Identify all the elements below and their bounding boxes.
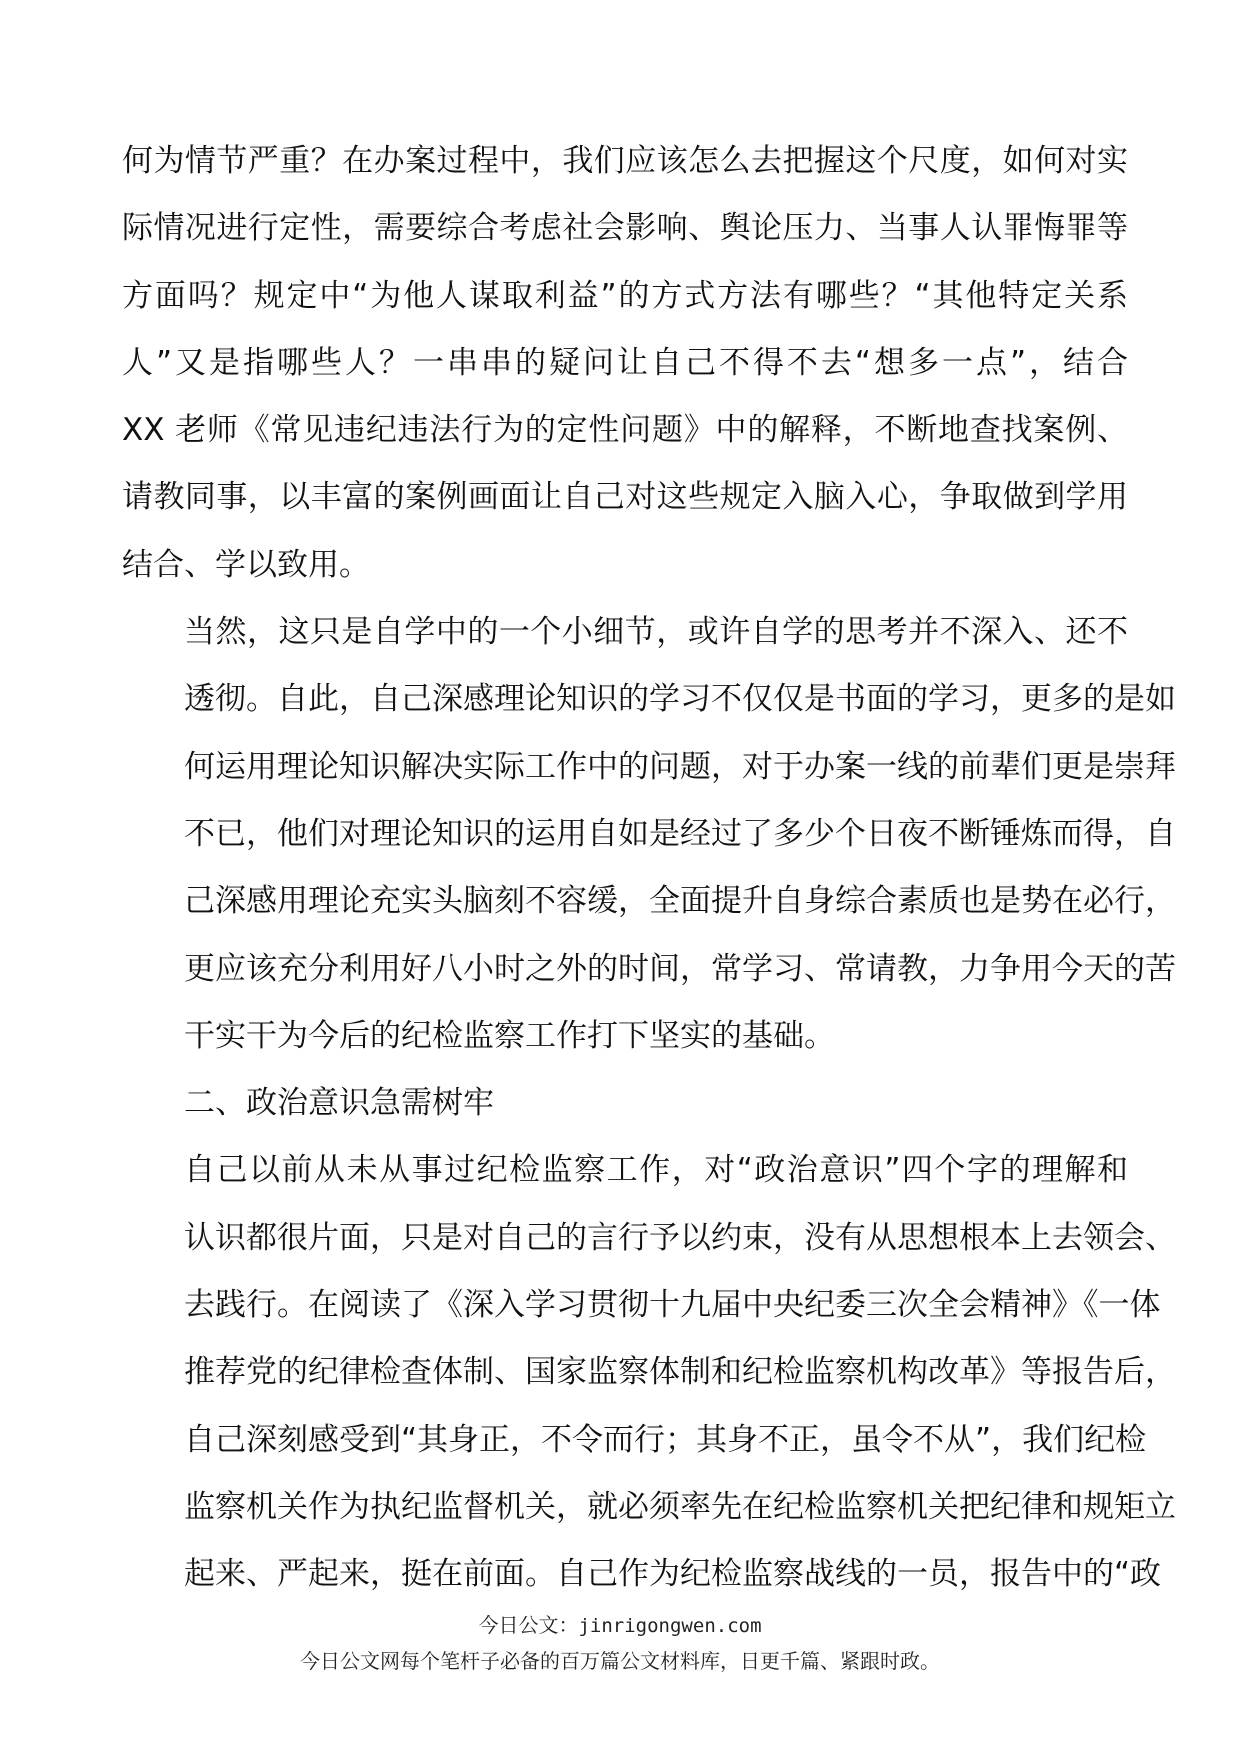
paragraph-p1 xyxy=(122,128,1128,599)
text-line: 方面吗？规定中“为他人谋取利益”的方式方法有哪些？“其他特定关系 xyxy=(122,277,1128,314)
footer-label: 今日公文： xyxy=(478,1613,579,1637)
text-line: 当然，这只是自学中的一个小细节，或许自学的思考并不深入、还不 xyxy=(184,614,1128,651)
text-line: 更应该充分利用好八小时之外的时间，常学习、常请教，力争用今天的苦 xyxy=(184,950,1176,987)
paragraph-p2 xyxy=(122,599,1176,1070)
footer-url-link[interactable]: jinrigongwen.com xyxy=(578,1615,762,1637)
text-line: 干实干为今后的纪检监察工作打下坚实的基础。 xyxy=(184,1017,835,1054)
footer-site-line xyxy=(0,1610,1240,1641)
text-line: 推荐党的纪律检查体制、国家监察体制和纪检监察机构改革》等报告后， xyxy=(184,1354,1176,1391)
text-line: 人”又是指哪些人？一串串的疑问让自己不得不去“想多一点”，结合 xyxy=(122,344,1128,381)
text-line: 何运用理论知识解决实际工作中的问题，对于办案一线的前辈们更是崇拜 xyxy=(184,748,1176,785)
text-line: 起来、严起来，挺在前面。自己作为纪检监察战线的一员，报告中的“政 xyxy=(184,1556,1162,1593)
footer-slogan: 今日公文网每个笔杆子必备的百万篇公文材料库，日更千篇、紧跟时政。 xyxy=(300,1649,940,1673)
text-line: 自己以前从未从事过纪检监察工作，对“政治意识”四个字的理解和 xyxy=(184,1152,1128,1189)
text-line: 认识都很片面，只是对自己的言行予以约束，没有从思想根本上去领会、 xyxy=(184,1219,1176,1256)
text-line: 际情况进行定性，需要综合考虑社会影响、舆论压力、当事人认罪悔罪等 xyxy=(122,210,1128,247)
text-line: 结合、学以致用。 xyxy=(122,546,370,583)
text-line: 不已，他们对理论知识的运用自如是经过了多少个日夜不断锤炼而得，自 xyxy=(184,815,1176,852)
paragraph-p3 xyxy=(122,1070,1128,1137)
text-line: 去践行。在阅读了《深入学习贯彻十九届中央纪委三次全会精神》《一体 xyxy=(184,1287,1161,1324)
paragraph-p4 xyxy=(122,1137,1176,1608)
text-line: 己深感用理论充实头脑刻不容缓，全面提升自身综合素质也是势在必行， xyxy=(184,883,1176,920)
text-line: 自己深刻感受到“其身正，不令而行；其身不正，虽令不从”，我们纪检 xyxy=(184,1421,1147,1458)
document-body xyxy=(122,128,1176,1609)
text-line: 监察机关作为执纪监督机关，就必须率先在纪检监察机关把纪律和规矩立 xyxy=(184,1488,1176,1525)
text-line: XX 老师《常见违纪违法行为的定性问题》中的解释，不断地查找案例、 xyxy=(122,412,1128,449)
text-line: 透彻。自此，自己深感理论知识的学习不仅仅是书面的学习，更多的是如 xyxy=(184,681,1176,718)
text-line: 请教同事，以丰富的案例画面让自己对这些规定入脑入心，争取做到学用 xyxy=(122,479,1128,516)
text-line: 二、政治意识急需树牢 xyxy=(184,1085,494,1122)
text-line: 何为情节严重？在办案过程中，我们应该怎么去把握这个尺度，如何对实 xyxy=(122,143,1128,179)
